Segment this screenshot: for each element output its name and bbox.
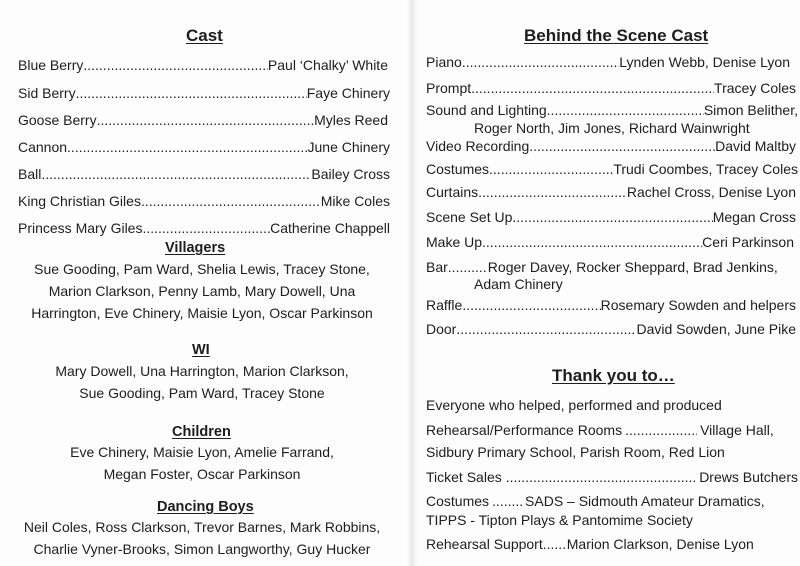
crew-role: Bar	[426, 259, 448, 275]
dancing-boys-heading: Dancing Boys	[157, 499, 254, 515]
thanks-row-costumes	[426, 492, 800, 510]
dancing-boys-list	[4, 516, 400, 560]
thanks-value: Drews Butchers	[699, 469, 798, 485]
dancing-boys-line: Neil Coles, Ross Clarkson, Trevor Barnes, Mark Robbins,	[23, 519, 381, 535]
crew-role: Door	[426, 321, 457, 337]
crew-row	[426, 101, 798, 119]
dot-leader	[142, 219, 270, 237]
dot-leader	[471, 79, 714, 97]
children-list	[4, 441, 400, 485]
bar-continuation: Adam Chinery	[474, 276, 563, 292]
crew-row	[426, 137, 796, 155]
cast-heading: Cast	[186, 26, 223, 45]
cast-role: Ball	[18, 166, 42, 182]
thanks-row-rooms	[426, 421, 788, 439]
dot-leader	[489, 160, 613, 178]
dot-leader	[76, 84, 307, 102]
dot-leader	[456, 320, 636, 338]
crew-people: Ceri Parkinson	[702, 234, 794, 250]
costumes-continuation: TIPPS - Tipton Plays & Pantomime Society	[426, 512, 693, 528]
cast-role: Princess Mary Giles	[18, 220, 143, 236]
thanks-label: Ticket Sales	[426, 469, 502, 485]
villagers-list	[4, 258, 400, 324]
thank-you-heading: Thank you to…	[552, 366, 675, 385]
dot-leader	[478, 183, 627, 201]
thanks-label: Rehearsal Support	[426, 536, 543, 552]
dot-leader	[97, 111, 314, 129]
crew-people: Roger Davey, Rocker Sheppard, Brad Jenkins,	[487, 259, 778, 275]
crew-people: David Sowden, June Pike	[636, 321, 796, 337]
dot-leader	[41, 165, 311, 183]
crew-role: Prompt	[426, 80, 472, 96]
cast-row	[18, 219, 390, 237]
crew-role: Costumes	[426, 161, 490, 177]
cast-role: Sid Berry	[18, 85, 76, 101]
crew-row	[426, 183, 796, 201]
crew-people: Rosemary Sowden and helpers	[600, 297, 796, 313]
crew-row	[426, 233, 794, 251]
thanks-everyone: Everyone who helped, performed and produced	[426, 397, 722, 413]
dot-leader	[67, 138, 307, 156]
dot-leader	[529, 137, 715, 155]
cast-actor: Mike Coles	[320, 193, 390, 209]
cast-row	[18, 56, 388, 74]
cast-role: Cannon	[18, 139, 68, 155]
dot-leader	[506, 468, 695, 486]
cast-actor: Faye Chinery	[306, 85, 390, 101]
sound-continuation: Roger North, Jim Jones, Richard Wainwright	[474, 120, 750, 136]
cast-row	[18, 111, 388, 129]
cast-actor: Paul ‘Chalky’ White	[267, 57, 388, 73]
crew-people: Simon Belither,	[703, 102, 798, 118]
children-heading: Children	[172, 424, 231, 440]
cast-role: King Christian Giles	[18, 193, 141, 209]
wi-list	[4, 360, 400, 404]
crew-row	[426, 296, 796, 314]
wi-heading: WI	[192, 342, 210, 358]
dot-leader	[492, 492, 522, 510]
cast-actor: Catherine Chappell	[270, 220, 390, 236]
crew-role: Piano	[426, 54, 462, 70]
thanks-label: Costumes	[426, 493, 490, 509]
villagers-line: Harrington, Eve Chinery, Maisie Lyon, Oscar Parkinson	[31, 305, 373, 321]
children-line: Eve Chinery, Maisie Lyon, Amelie Farrand,	[70, 444, 334, 460]
thanks-value: SADS – Sidmouth Amateur Dramatics,	[525, 493, 765, 509]
cast-row	[18, 84, 390, 102]
children-line: Megan Foster, Oscar Parkinson	[103, 466, 301, 482]
crew-row	[426, 79, 796, 97]
page-fold	[406, 0, 420, 566]
dot-leader	[448, 258, 488, 276]
crew-people: Trudi Coombes, Tracey Coles	[613, 161, 798, 177]
crew-role: Video Recording	[426, 138, 530, 154]
crew-role: Sound and Lighting	[426, 102, 547, 118]
villagers-line: Sue Gooding, Pam Ward, Shelia Lewis, Tracey Stone,	[34, 261, 370, 277]
villagers-heading: Villagers	[165, 240, 226, 256]
crew-people: Lynden Webb, Denise Lyon	[619, 54, 790, 70]
dancing-boys-line: Charlie Vyner-Brooks, Simon Langworthy, Guy Hucker	[33, 541, 371, 557]
dot-leader	[482, 233, 702, 251]
cast-actor: Myles Reed	[314, 112, 388, 128]
dot-leader	[462, 296, 600, 314]
thanks-value: Village Hall,	[700, 422, 774, 438]
wi-line: Sue Gooding, Pam Ward, Tracey Stone	[79, 385, 325, 401]
crew-row	[426, 53, 790, 71]
crew-row	[426, 208, 796, 226]
dot-leader	[547, 101, 704, 119]
crew-people: Megan Cross	[712, 209, 796, 225]
crew-people: Tracey Coles	[714, 80, 796, 96]
crew-row	[426, 160, 798, 178]
crew-people: David Maltby	[715, 138, 796, 154]
dot-leader	[625, 421, 697, 439]
crew-row	[426, 258, 796, 276]
crew-role: Raffle	[426, 297, 463, 313]
cast-role: Blue Berry	[18, 57, 84, 73]
thanks-label: Rehearsal/Performance Rooms	[426, 422, 623, 438]
cast-actor: June Chinery	[307, 139, 390, 155]
dot-leader	[83, 56, 268, 74]
rooms-continuation: Sidbury Primary School, Parish Room, Red Lion	[426, 444, 725, 460]
crew-role: Scene Set Up	[426, 209, 513, 225]
dot-leader	[462, 53, 619, 71]
wi-line: Mary Dowell, Una Harrington, Marion Clarkson,	[55, 363, 349, 379]
thanks-row-tickets	[426, 468, 798, 486]
crew-role: Make Up	[426, 234, 483, 250]
cast-row	[18, 138, 390, 156]
thanks-value: Marion Clarkson, Denise Lyon	[566, 536, 754, 552]
cast-actor: Bailey Cross	[311, 166, 390, 182]
cast-row	[18, 165, 390, 183]
cast-row	[18, 192, 390, 210]
villagers-line: Marion Clarkson, Penny Lamb, Mary Dowell, Una	[48, 283, 356, 299]
crew-role: Curtains	[426, 184, 479, 200]
dot-leader	[512, 208, 712, 226]
crew-row	[426, 320, 796, 338]
cast-role: Goose Berry	[18, 112, 97, 128]
dot-leader	[141, 192, 321, 210]
crew-people: Rachel Cross, Denise Lyon	[626, 184, 796, 200]
thanks-row-support	[426, 535, 786, 553]
behind-the-scene-heading: Behind the Scene Cast	[524, 26, 709, 45]
dot-leader	[543, 535, 567, 553]
